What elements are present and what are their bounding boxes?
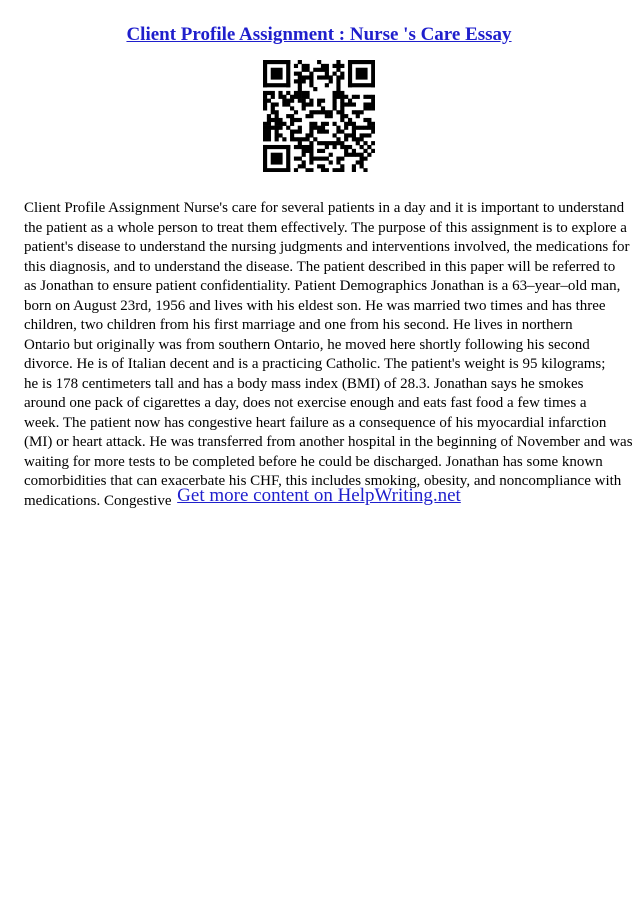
qr-code-graphic xyxy=(263,60,375,172)
text-line: patient's disease to understand the nursing judgments and interventions involved, the medications for xyxy=(24,239,630,255)
text-line: medications. Congestive xyxy=(24,492,172,509)
text-line: Ontario but originally was from southern Ontario, he moved here shortly following his second xyxy=(24,336,590,353)
text-line: around one pack of cigarettes a day, does not exercise enough and eats fast food a few times a xyxy=(24,395,587,411)
text-line: the patient as a whole person to treat them effectively. The purpose of this assignment is to explore a xyxy=(24,219,627,236)
text-line: as Jonathan to ensure patient confidentiality. Patient Demographics Jonathan is a 63–year–old man, xyxy=(24,278,621,294)
more-content-banner xyxy=(0,484,638,508)
title-link[interactable]: Client Profile Assignment : Nurse 's Care Essay xyxy=(126,24,512,45)
essay-excerpt xyxy=(24,199,633,511)
text-line: week. The patient now has congestive heart failure as a consequence of his myocardial infarction xyxy=(24,414,607,431)
text-line: born on August 23rd, 1956 and lives with his eldest son. He was married two times and has three xyxy=(24,297,606,314)
text-line: (MI) or heart attack. He was transferred from another hospital in the beginning of November and was xyxy=(24,434,633,450)
text-line: divorce. He is of Italian decent and is a practicing Catholic. The patient's weight is 95 kilograms; xyxy=(24,356,606,372)
qr-code-icon xyxy=(263,60,375,172)
text-line: he is 178 centimeters tall and has a body mass index (BMI) of 28.3. Jonathan says he smokes xyxy=(24,375,584,392)
helpwriting-link[interactable]: Get more content on HelpWriting.net xyxy=(177,485,461,506)
text-line: comorbidities that can exacerbate his CHF, this includes smoking, obesity, and noncompliance with xyxy=(24,473,622,489)
text-line: Client Profile Assignment Nurse's care for several patients in a day and it is important to understand xyxy=(24,200,625,216)
text-line: this diagnosis, and to understand the disease. The patient described in this paper will be referred to xyxy=(24,258,616,275)
page-title xyxy=(0,24,638,46)
text-line: children, two children from his first marriage and one from his second. He lives in northern xyxy=(24,317,573,333)
text-line: waiting for more tests to be completed before he could be discharged. Jonathan has some known xyxy=(24,453,603,470)
